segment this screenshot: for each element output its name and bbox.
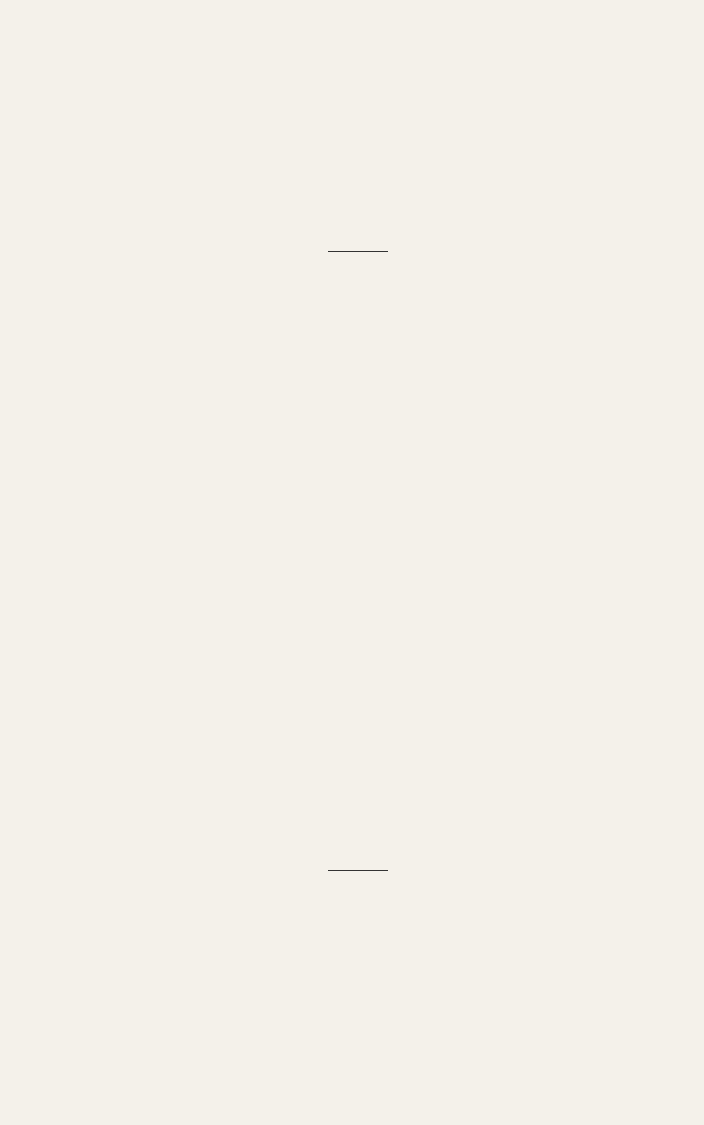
page-header bbox=[0, 20, 704, 44]
section-divider bbox=[328, 251, 388, 252]
section-divider bbox=[328, 870, 388, 871]
